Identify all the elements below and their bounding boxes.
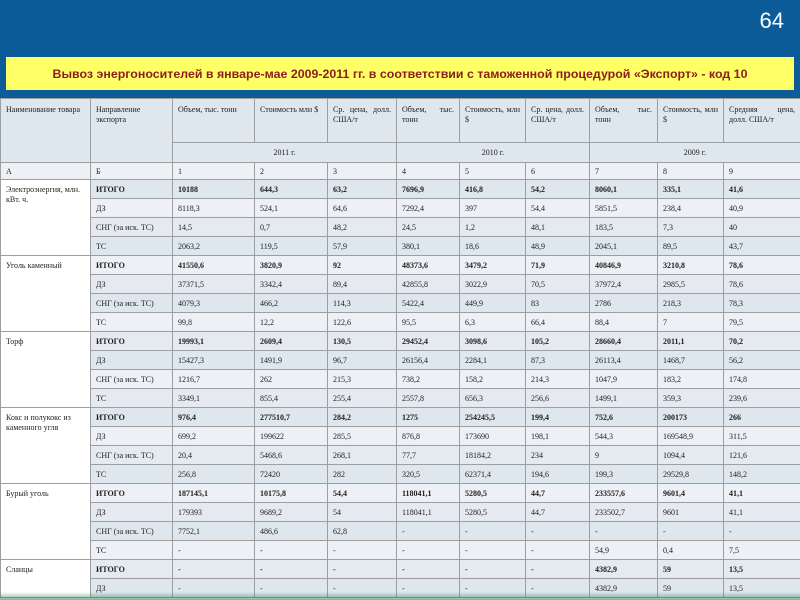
table-cell: 2063,2 bbox=[173, 237, 255, 256]
table-cell: 92 bbox=[328, 256, 397, 275]
table-cell: 89,4 bbox=[328, 275, 397, 294]
table-cell: 28660,4 bbox=[590, 332, 658, 351]
table-cell: 9689,2 bbox=[255, 503, 328, 522]
export-direction: СНГ (за иск. ТС) bbox=[91, 522, 173, 541]
table-cell: 62371,4 bbox=[460, 465, 526, 484]
table-cell: 13,5 bbox=[724, 579, 800, 598]
export-direction: ТС bbox=[91, 541, 173, 560]
table-cell: 54,9 bbox=[590, 541, 658, 560]
table-row bbox=[1, 199, 800, 218]
table-cell: 3820,9 bbox=[255, 256, 328, 275]
table-cell: 169548,9 bbox=[658, 427, 724, 446]
table-cell: 187145,1 bbox=[173, 484, 255, 503]
table-cell: 9 bbox=[590, 446, 658, 465]
table-cell: 130,5 bbox=[328, 332, 397, 351]
table-cell: 7696,9 bbox=[397, 180, 460, 199]
table-cell: 256,8 bbox=[173, 465, 255, 484]
table-cell: 37371,5 bbox=[173, 275, 255, 294]
table-cell: 199,4 bbox=[526, 408, 590, 427]
table-cell: 699,2 bbox=[173, 427, 255, 446]
year-header: 2010 г. bbox=[397, 143, 590, 163]
column-header: Средняя цена, долл. США/т bbox=[724, 99, 800, 143]
table-cell: 66,4 bbox=[526, 313, 590, 332]
table-cell: 7 bbox=[658, 313, 724, 332]
table-row bbox=[1, 294, 800, 313]
table-row bbox=[1, 446, 800, 465]
table-cell: - bbox=[328, 579, 397, 598]
table-cell: - bbox=[526, 560, 590, 579]
table-cell: 876,8 bbox=[397, 427, 460, 446]
table-cell: 449,9 bbox=[460, 294, 526, 313]
table-cell: 13,5 bbox=[724, 560, 800, 579]
table-cell: 1047,9 bbox=[590, 370, 658, 389]
table-cell: 70,2 bbox=[724, 332, 800, 351]
table-row bbox=[1, 370, 800, 389]
table-cell: 7292,4 bbox=[397, 199, 460, 218]
table-cell: 118041,1 bbox=[397, 503, 460, 522]
table-cell: 524,1 bbox=[255, 199, 328, 218]
table-cell: 19993,1 bbox=[173, 332, 255, 351]
table-cell: 40 bbox=[724, 218, 800, 237]
table-cell: 9601 bbox=[658, 503, 724, 522]
header-row bbox=[1, 99, 800, 143]
export-direction: СНГ (за иск. ТС) bbox=[91, 218, 173, 237]
table-cell: 54 bbox=[328, 503, 397, 522]
table-cell: 48,1 bbox=[526, 218, 590, 237]
table-row bbox=[1, 180, 800, 199]
export-direction: ТС bbox=[91, 237, 173, 256]
export-direction: СНГ (за иск. ТС) bbox=[91, 446, 173, 465]
table-cell: 3098,6 bbox=[460, 332, 526, 351]
table-row bbox=[1, 465, 800, 484]
table-cell: 238,4 bbox=[658, 199, 724, 218]
product-name: Кокс и полукокс из каменного угля bbox=[1, 408, 91, 484]
table-row bbox=[1, 560, 800, 579]
table-cell: 62,8 bbox=[328, 522, 397, 541]
table-cell: 12,2 bbox=[255, 313, 328, 332]
table-cell: 15427,3 bbox=[173, 351, 255, 370]
table-cell: - bbox=[173, 560, 255, 579]
export-direction: ИТОГО bbox=[91, 256, 173, 275]
table-cell: 7752,1 bbox=[173, 522, 255, 541]
table-cell: 8060,1 bbox=[590, 180, 658, 199]
table-cell: 277510,7 bbox=[255, 408, 328, 427]
table-cell: 26156,4 bbox=[397, 351, 460, 370]
table-cell: - bbox=[590, 522, 658, 541]
table-row bbox=[1, 275, 800, 294]
column-index: 9 bbox=[724, 163, 800, 180]
table-cell: 59 bbox=[658, 560, 724, 579]
table-cell: 218,3 bbox=[658, 294, 724, 313]
column-index: 7 bbox=[590, 163, 658, 180]
table-cell: 54,4 bbox=[328, 484, 397, 503]
table-cell: 3022,9 bbox=[460, 275, 526, 294]
table-cell: 199622 bbox=[255, 427, 328, 446]
table-cell: - bbox=[658, 522, 724, 541]
export-direction: ДЗ bbox=[91, 427, 173, 446]
table-cell: 179393 bbox=[173, 503, 255, 522]
table-cell: 416,8 bbox=[460, 180, 526, 199]
table-cell: 40846,9 bbox=[590, 256, 658, 275]
table-cell: 2609,4 bbox=[255, 332, 328, 351]
table-cell: 2045,1 bbox=[590, 237, 658, 256]
table-cell: 63,2 bbox=[328, 180, 397, 199]
table-cell: 40,9 bbox=[724, 199, 800, 218]
table-cell: - bbox=[526, 541, 590, 560]
table-cell: - bbox=[460, 560, 526, 579]
table-cell: 1094,4 bbox=[658, 446, 724, 465]
column-header: Направление экспорта bbox=[91, 99, 173, 163]
table-cell: 0,4 bbox=[658, 541, 724, 560]
table-cell: 644,3 bbox=[255, 180, 328, 199]
table-cell: 233502,7 bbox=[590, 503, 658, 522]
table-cell: 41550,6 bbox=[173, 256, 255, 275]
column-index: 1 bbox=[173, 163, 255, 180]
page-number: 64 bbox=[759, 8, 784, 33]
table-cell: 7,5 bbox=[724, 541, 800, 560]
year-header: 2011 г. bbox=[173, 143, 397, 163]
table-cell: 78,6 bbox=[724, 256, 800, 275]
table-cell: 194,6 bbox=[526, 465, 590, 484]
table-cell: 48373,6 bbox=[397, 256, 460, 275]
table-row bbox=[1, 313, 800, 332]
table-cell: 380,1 bbox=[397, 237, 460, 256]
table-cell: 44,7 bbox=[526, 503, 590, 522]
table-cell: 44,7 bbox=[526, 484, 590, 503]
table-cell: 976,4 bbox=[173, 408, 255, 427]
table-cell: 256,6 bbox=[526, 389, 590, 408]
column-header: Ср. цена, долл. США/т bbox=[526, 99, 590, 143]
table-cell: 29529,8 bbox=[658, 465, 724, 484]
table-cell: 41,1 bbox=[724, 503, 800, 522]
table-cell: 148,2 bbox=[724, 465, 800, 484]
table-cell: 183,5 bbox=[590, 218, 658, 237]
table-cell: 7,3 bbox=[658, 218, 724, 237]
table-cell: 544,3 bbox=[590, 427, 658, 446]
export-direction: ДЗ bbox=[91, 275, 173, 294]
table-cell: 72420 bbox=[255, 465, 328, 484]
export-direction: ИТОГО bbox=[91, 560, 173, 579]
export-direction: ДЗ bbox=[91, 503, 173, 522]
table-cell: 397 bbox=[460, 199, 526, 218]
table-cell: - bbox=[255, 579, 328, 598]
column-header: Объем, тыс. тонн bbox=[590, 99, 658, 143]
column-header: Ср. цена, долл. США/т bbox=[328, 99, 397, 143]
export-direction: ИТОГО bbox=[91, 180, 173, 199]
title-banner bbox=[6, 57, 794, 90]
table-cell: 285,5 bbox=[328, 427, 397, 446]
table-cell: 5468,6 bbox=[255, 446, 328, 465]
table-cell: 3479,2 bbox=[460, 256, 526, 275]
table-cell: 8118,3 bbox=[173, 199, 255, 218]
table-cell: 199,3 bbox=[590, 465, 658, 484]
table-cell: 41,1 bbox=[724, 484, 800, 503]
table-cell: - bbox=[526, 522, 590, 541]
table-cell: 14,5 bbox=[173, 218, 255, 237]
table-cell: 183,2 bbox=[658, 370, 724, 389]
table-row bbox=[1, 389, 800, 408]
table-cell: 77,7 bbox=[397, 446, 460, 465]
table-cell: 738,2 bbox=[397, 370, 460, 389]
table-cell: 41,6 bbox=[724, 180, 800, 199]
table-cell: 359,3 bbox=[658, 389, 724, 408]
table-cell: 268,1 bbox=[328, 446, 397, 465]
table-cell: 1216,7 bbox=[173, 370, 255, 389]
table-cell: 254245,5 bbox=[460, 408, 526, 427]
table-cell: 239,6 bbox=[724, 389, 800, 408]
table-cell: 3349,1 bbox=[173, 389, 255, 408]
table-cell: 96,7 bbox=[328, 351, 397, 370]
export-direction: ТС bbox=[91, 465, 173, 484]
table-cell: - bbox=[397, 579, 460, 598]
table-row bbox=[1, 408, 800, 427]
table-cell: 855,4 bbox=[255, 389, 328, 408]
table-cell: 95,5 bbox=[397, 313, 460, 332]
column-header: Стоимость, млн $ bbox=[658, 99, 724, 143]
table-cell: 9601,4 bbox=[658, 484, 724, 503]
table-cell: - bbox=[173, 541, 255, 560]
table-cell: 122,6 bbox=[328, 313, 397, 332]
table-row bbox=[1, 541, 800, 560]
table-cell: 262 bbox=[255, 370, 328, 389]
table-cell: - bbox=[460, 541, 526, 560]
table-cell: 282 bbox=[328, 465, 397, 484]
column-index: 2 bbox=[255, 163, 328, 180]
table-cell: 78,3 bbox=[724, 294, 800, 313]
export-direction: ТС bbox=[91, 389, 173, 408]
table-cell: - bbox=[328, 541, 397, 560]
export-direction: СНГ (за иск. ТС) bbox=[91, 294, 173, 313]
table-cell: 59 bbox=[658, 579, 724, 598]
table-cell: 105,2 bbox=[526, 332, 590, 351]
table-cell: 37972,4 bbox=[590, 275, 658, 294]
table-cell: 1491,9 bbox=[255, 351, 328, 370]
table-row bbox=[1, 503, 800, 522]
table-cell: 1275 bbox=[397, 408, 460, 427]
table-cell: 2985,5 bbox=[658, 275, 724, 294]
table-cell: 158,2 bbox=[460, 370, 526, 389]
export-direction: ДЗ bbox=[91, 579, 173, 598]
product-name: Уголь каменный bbox=[1, 256, 91, 332]
column-index: 3 bbox=[328, 163, 397, 180]
table-cell: 70,5 bbox=[526, 275, 590, 294]
table-cell: 2284,1 bbox=[460, 351, 526, 370]
table-cell: - bbox=[460, 579, 526, 598]
table-row bbox=[1, 237, 800, 256]
table-cell: 255,4 bbox=[328, 389, 397, 408]
table-cell: 5280,5 bbox=[460, 484, 526, 503]
table-row bbox=[1, 579, 800, 598]
table-cell: 486,6 bbox=[255, 522, 328, 541]
column-index: 6 bbox=[526, 163, 590, 180]
table-cell: 88,4 bbox=[590, 313, 658, 332]
table-cell: 5422,4 bbox=[397, 294, 460, 313]
table-cell: 119,5 bbox=[255, 237, 328, 256]
table-cell: 54,2 bbox=[526, 180, 590, 199]
table-cell: 233557,6 bbox=[590, 484, 658, 503]
table-cell: 320,5 bbox=[397, 465, 460, 484]
table-cell: 466,2 bbox=[255, 294, 328, 313]
table-cell: 43,7 bbox=[724, 237, 800, 256]
table-cell: 71,9 bbox=[526, 256, 590, 275]
table-cell: 10175,8 bbox=[255, 484, 328, 503]
table-cell: 3210,8 bbox=[658, 256, 724, 275]
column-header: Стоимость, млн $ bbox=[460, 99, 526, 143]
table-cell: 1468,7 bbox=[658, 351, 724, 370]
table-cell: 198,1 bbox=[526, 427, 590, 446]
product-name: Сланцы bbox=[1, 560, 91, 598]
table-cell: 656,3 bbox=[460, 389, 526, 408]
table-cell: - bbox=[397, 560, 460, 579]
table-cell: 200173 bbox=[658, 408, 724, 427]
table-cell: 57,9 bbox=[328, 237, 397, 256]
table-cell: - bbox=[255, 560, 328, 579]
table-cell: - bbox=[460, 522, 526, 541]
table-row bbox=[1, 351, 800, 370]
table-cell: 121,6 bbox=[724, 446, 800, 465]
table-row bbox=[1, 427, 800, 446]
table-cell: 10188 bbox=[173, 180, 255, 199]
table-cell: 83 bbox=[526, 294, 590, 313]
column-header: Объем, тыс. тонн bbox=[397, 99, 460, 143]
table-cell: 335,1 bbox=[658, 180, 724, 199]
table-cell: 5280,5 bbox=[460, 503, 526, 522]
column-index: 5 bbox=[460, 163, 526, 180]
column-index-row bbox=[1, 163, 800, 180]
slide-title: Вывоз энергоносителей в январе-мае 2009-2011 гг. в соответствии с таможенной процедурой «Экспорт» - код 10 bbox=[52, 66, 748, 81]
table-cell: 26113,4 bbox=[590, 351, 658, 370]
table-cell: 118041,1 bbox=[397, 484, 460, 503]
export-direction: ИТОГО bbox=[91, 408, 173, 427]
table-cell: - bbox=[173, 579, 255, 598]
table-row bbox=[1, 218, 800, 237]
table-cell: 2786 bbox=[590, 294, 658, 313]
export-direction: ДЗ bbox=[91, 351, 173, 370]
table-cell: 5851,5 bbox=[590, 199, 658, 218]
table-row bbox=[1, 522, 800, 541]
table-cell: 1499,1 bbox=[590, 389, 658, 408]
export-direction: ТС bbox=[91, 313, 173, 332]
table-cell: - bbox=[397, 541, 460, 560]
table-row bbox=[1, 332, 800, 351]
column-index: 8 bbox=[658, 163, 724, 180]
column-header: Объем, тыс. тонн bbox=[173, 99, 255, 143]
column-index: 4 bbox=[397, 163, 460, 180]
table-cell: 752,6 bbox=[590, 408, 658, 427]
table-cell: - bbox=[397, 522, 460, 541]
table-cell: 54,4 bbox=[526, 199, 590, 218]
table-cell: 29452,4 bbox=[397, 332, 460, 351]
table-cell: 20,4 bbox=[173, 446, 255, 465]
product-name: Бурый уголь bbox=[1, 484, 91, 560]
export-direction: ИТОГО bbox=[91, 484, 173, 503]
table-cell: 48,2 bbox=[328, 218, 397, 237]
table-cell: 2011,1 bbox=[658, 332, 724, 351]
export-direction: ДЗ bbox=[91, 199, 173, 218]
product-name: Торф bbox=[1, 332, 91, 408]
table-cell: 89,5 bbox=[658, 237, 724, 256]
table-cell: 4382,9 bbox=[590, 579, 658, 598]
table-cell: 0,7 bbox=[255, 218, 328, 237]
table-cell: 3342,4 bbox=[255, 275, 328, 294]
export-direction: ИТОГО bbox=[91, 332, 173, 351]
table-cell: 48,9 bbox=[526, 237, 590, 256]
table-row bbox=[1, 256, 800, 275]
table-cell: 266 bbox=[724, 408, 800, 427]
export-table-container bbox=[0, 98, 800, 600]
table-cell: 1,2 bbox=[460, 218, 526, 237]
table-cell: 214,3 bbox=[526, 370, 590, 389]
table-cell: 114,3 bbox=[328, 294, 397, 313]
table-cell: 56,2 bbox=[724, 351, 800, 370]
table-cell: 234 bbox=[526, 446, 590, 465]
product-name: Электроэнергия, млн. кВт. ч. bbox=[1, 180, 91, 256]
table-cell: - bbox=[328, 560, 397, 579]
column-index: Б bbox=[91, 163, 173, 180]
table-cell: 6,3 bbox=[460, 313, 526, 332]
column-index: А bbox=[1, 163, 91, 180]
column-header: Стоимость млн $ bbox=[255, 99, 328, 143]
table-cell: 64,6 bbox=[328, 199, 397, 218]
table-cell: 173690 bbox=[460, 427, 526, 446]
table-cell: 284,2 bbox=[328, 408, 397, 427]
table-cell: 4079,3 bbox=[173, 294, 255, 313]
table-row bbox=[1, 484, 800, 503]
table-cell: 79,5 bbox=[724, 313, 800, 332]
table-cell: - bbox=[526, 579, 590, 598]
table-cell: 24,5 bbox=[397, 218, 460, 237]
table-cell: 4382,9 bbox=[590, 560, 658, 579]
table-cell: 18184,2 bbox=[460, 446, 526, 465]
table-cell: 87,3 bbox=[526, 351, 590, 370]
table-cell: 42855,8 bbox=[397, 275, 460, 294]
table-cell: 78,6 bbox=[724, 275, 800, 294]
table-cell: - bbox=[255, 541, 328, 560]
table-cell: 215,3 bbox=[328, 370, 397, 389]
table-cell: 99,8 bbox=[173, 313, 255, 332]
table-cell: 18,6 bbox=[460, 237, 526, 256]
column-header: Наименование товара bbox=[1, 99, 91, 163]
energy-export-table bbox=[0, 98, 800, 598]
table-cell: - bbox=[724, 522, 800, 541]
year-header: 2009 г. bbox=[590, 143, 800, 163]
table-cell: 174,8 bbox=[724, 370, 800, 389]
table-cell: 311,5 bbox=[724, 427, 800, 446]
export-direction: СНГ (за иск. ТС) bbox=[91, 370, 173, 389]
table-cell: 2557,8 bbox=[397, 389, 460, 408]
